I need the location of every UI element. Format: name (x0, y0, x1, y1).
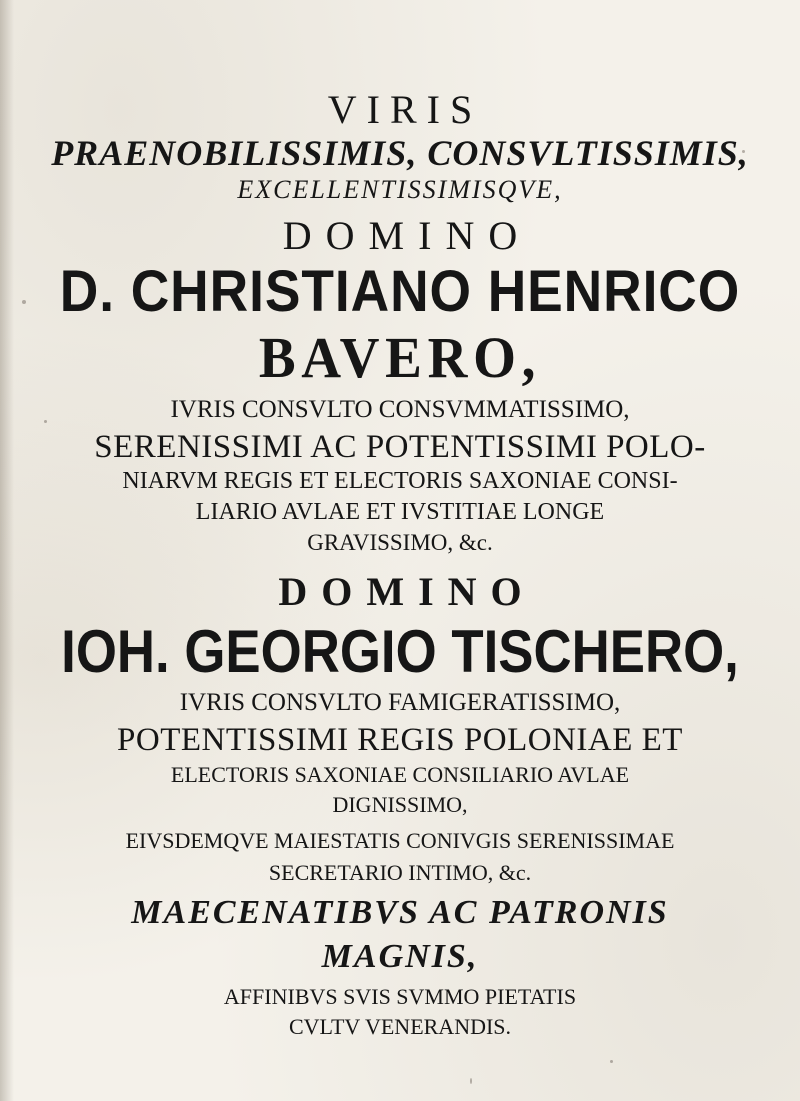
paper-speck (44, 420, 47, 423)
epithet-line: PRAENOBILISSIMIS, CONSVLTISSIMIS, (51, 133, 749, 173)
dedicatee-1-office-line-3: LIARIO AVLAE ET IVSTITIAE LONGE (195, 499, 605, 525)
dedicatee-2-office-line-5: SECRETARIO INTIMO, &c. (268, 860, 532, 885)
closing-line-2: CVLTV VENERANDIS. (288, 1014, 512, 1039)
patrons-line-1: MAECENATIBVS AC PATRONIS (131, 894, 669, 931)
domino-heading-1: DOMINO (282, 213, 532, 258)
dedicatee-surname-1: BAVERO, (258, 325, 542, 390)
dedicatee-2-office-line-1: POTENTISSIMI REGIS POLONIAE ET (117, 722, 683, 758)
paper-speck (742, 150, 745, 153)
paper-speck (22, 300, 26, 304)
heading-viris: VIRIS (327, 87, 483, 132)
patrons-line-2: MAGNIS, (321, 938, 479, 975)
dedicatee-name-2: IOH. GEORGIO TISCHERO, (61, 618, 739, 685)
paper-speck (610, 1060, 613, 1063)
epithet-line-2: EXCELLENTISSIMISQVE, (237, 175, 563, 204)
dedicatee-2-office-line-3: DIGNISSIMO, (332, 792, 468, 817)
dedicatee-2-office-line-2: ELECTORIS SAXONIAE CONSILIARIO AVLAE (170, 762, 630, 787)
closing-line-1: AFFINIBVS SVIS SVMMO PIETATIS (223, 984, 577, 1009)
dedicatee-2-office-line-4: EIVSDEMQVE MAIESTATIS CONIVGIS SERENISSIMAE (125, 828, 675, 853)
paper-speck (470, 1078, 472, 1084)
domino-heading-2: DOMINO (278, 569, 536, 614)
dedicatee-1-office-line-2: NIARVM REGIS ET ELECTORIS SAXONIAE CONSI- (122, 468, 678, 494)
dedicatee-1-office-line-4: GRAVISSIMO, &c. (307, 530, 493, 555)
dedicatee-name-1: D. CHRISTIANO HENRICO (59, 259, 741, 324)
dedicatee-1-title: IVRIS CONSVLTO CONSVMMATISSIMO, (170, 396, 630, 423)
dedicatee-1-office-line-1: SERENISSIMI AC POTENTISSIMI POLO- (94, 429, 706, 465)
dedicatee-2-title: IVRIS CONSVLTO FAMIGERATISSIMO, (179, 689, 621, 716)
